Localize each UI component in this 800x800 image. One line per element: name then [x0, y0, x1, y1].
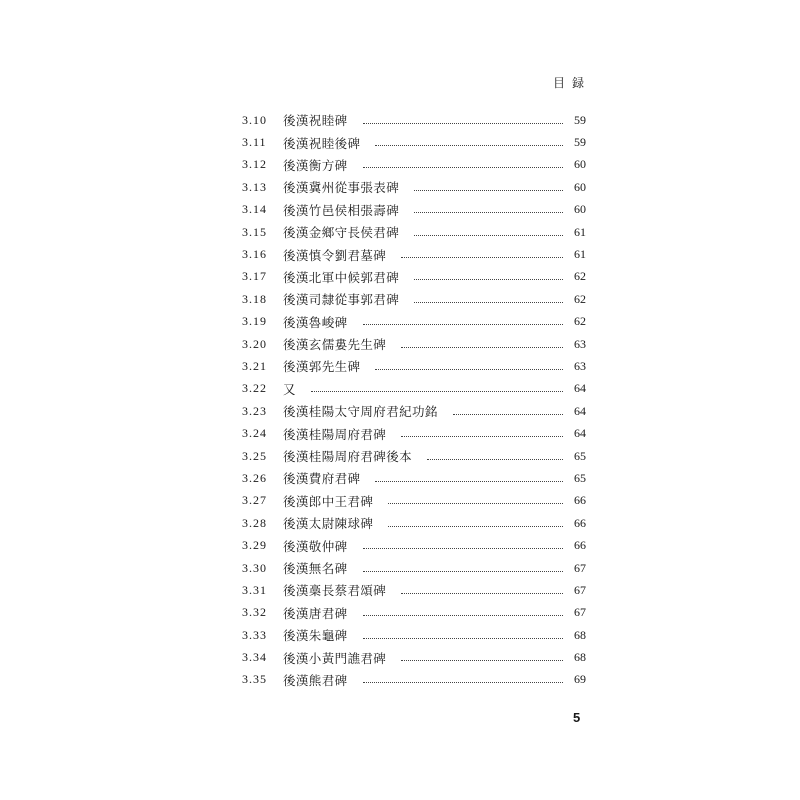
- dot-leader: [388, 526, 563, 527]
- dot-leader: [414, 302, 563, 303]
- toc-entry: [242, 378, 586, 400]
- entry-number: 3.15: [242, 224, 267, 239]
- entry-page: 61: [574, 224, 586, 239]
- entry-number: 3.29: [242, 538, 267, 553]
- entry-number: 3.32: [242, 605, 267, 620]
- dot-leader: [401, 593, 563, 594]
- toc-entry: [242, 579, 586, 601]
- dot-leader: [363, 638, 563, 639]
- entry-page: 67: [574, 560, 586, 575]
- dot-leader: [363, 548, 563, 549]
- dot-leader: [401, 257, 563, 258]
- entry-title: 後漢小黃門譙君碑: [283, 651, 387, 666]
- toc-entry: [242, 154, 586, 176]
- toc-entry: [242, 467, 586, 489]
- dot-leader: [375, 481, 563, 482]
- entry-page: 66: [574, 515, 586, 530]
- entry-number: 3.27: [242, 493, 267, 508]
- entry-title: 後漢郎中王君碑: [283, 494, 374, 509]
- dot-leader: [375, 369, 563, 370]
- entry-number: 3.13: [242, 179, 267, 194]
- toc-entry: [242, 646, 586, 668]
- toc-entry: [242, 243, 586, 265]
- toc-entry: [242, 512, 586, 534]
- toc-entry: [242, 311, 586, 333]
- entry-number: 3.25: [242, 448, 267, 463]
- toc-entry: [242, 131, 586, 153]
- dot-leader: [375, 145, 563, 146]
- toc-entry: [242, 355, 586, 377]
- entry-page: 59: [574, 112, 586, 127]
- entry-page: 64: [574, 403, 586, 418]
- entry-title: 後漢司隸從事郭君碑: [283, 293, 400, 308]
- entry-title: 後漢魯峻碑: [283, 315, 348, 330]
- table-of-contents: [242, 109, 586, 691]
- entry-number: 3.14: [242, 202, 267, 217]
- entry-title: 後漢祝睦後碑: [283, 136, 361, 151]
- entry-number: 3.16: [242, 247, 267, 262]
- dot-leader: [363, 123, 563, 124]
- entry-page: 62: [574, 291, 586, 306]
- entry-page: 59: [574, 135, 586, 150]
- entry-title: 後漢祝睦碑: [283, 114, 348, 129]
- entry-number: 3.28: [242, 515, 267, 530]
- dot-leader: [427, 459, 563, 460]
- entry-number: 3.30: [242, 560, 267, 575]
- entry-number: 3.19: [242, 314, 267, 329]
- entry-page: 62: [574, 269, 586, 284]
- dot-leader: [453, 414, 563, 415]
- entry-page: 65: [574, 448, 586, 463]
- entry-page: 61: [574, 247, 586, 262]
- toc-entry: [242, 176, 586, 198]
- entry-page: 62: [574, 314, 586, 329]
- entry-number: 3.23: [242, 403, 267, 418]
- dot-leader: [363, 167, 563, 168]
- entry-title: 又: [283, 382, 296, 397]
- running-header: 目 録: [553, 76, 587, 90]
- entry-page: 67: [574, 582, 586, 597]
- entry-page: 64: [574, 426, 586, 441]
- entry-number: 3.33: [242, 627, 267, 642]
- toc-entry: [242, 109, 586, 131]
- toc-entry: [242, 221, 586, 243]
- entry-title: 後漢桂陽周府君碑: [283, 427, 387, 442]
- entry-title: 後漢北軍中候郭君碑: [283, 270, 400, 285]
- entry-title: 後漢衡方碑: [283, 158, 348, 173]
- toc-entry: [242, 602, 586, 624]
- dot-leader: [401, 436, 563, 437]
- dot-leader: [414, 235, 563, 236]
- toc-entry: [242, 422, 586, 444]
- entry-page: 67: [574, 605, 586, 620]
- entry-number: 3.17: [242, 269, 267, 284]
- entry-title: 後漢冀州從事張表碑: [283, 181, 400, 196]
- entry-title: 後漢金鄉守長侯君碑: [283, 226, 400, 241]
- page-number: 5: [573, 710, 581, 725]
- dot-leader: [363, 682, 563, 683]
- entry-page: 63: [574, 336, 586, 351]
- entry-title: 後漢敬仲碑: [283, 539, 348, 554]
- entry-number: 3.21: [242, 358, 267, 373]
- entry-number: 3.10: [242, 112, 267, 127]
- entry-number: 3.20: [242, 336, 267, 351]
- entry-page: 66: [574, 493, 586, 508]
- entry-title: 後漢竹邑侯相張壽碑: [283, 203, 400, 218]
- dot-leader: [363, 324, 563, 325]
- toc-entry: [242, 557, 586, 579]
- entry-number: 3.35: [242, 672, 267, 687]
- entry-page: 64: [574, 381, 586, 396]
- entry-page: 65: [574, 470, 586, 485]
- entry-number: 3.12: [242, 157, 267, 172]
- entry-page: 63: [574, 358, 586, 373]
- toc-entry: [242, 490, 586, 512]
- entry-title: 後漢郭先生碑: [283, 360, 361, 375]
- toc-entry: [242, 199, 586, 221]
- entry-page: 66: [574, 538, 586, 553]
- entry-page: 68: [574, 627, 586, 642]
- entry-title: 後漢費府君碑: [283, 472, 361, 487]
- toc-entry: [242, 400, 586, 422]
- entry-title: 後漢朱龜碑: [283, 629, 348, 644]
- entry-title: 後漢桂陽周府君碑後本: [283, 450, 413, 465]
- entry-number: 3.11: [242, 135, 267, 150]
- toc-entry: [242, 534, 586, 556]
- entry-title: 後漢桂陽太守周府君紀功銘: [283, 405, 438, 420]
- dot-leader: [311, 391, 563, 392]
- toc-entry: [242, 445, 586, 467]
- entry-number: 3.22: [242, 381, 267, 396]
- toc-entry: [242, 266, 586, 288]
- entry-title: 後漢唐君碑: [283, 606, 348, 621]
- dot-leader: [401, 347, 563, 348]
- entry-title: 後漢太尉陳球碑: [283, 517, 374, 532]
- toc-entry: [242, 669, 586, 691]
- toc-entry: [242, 288, 586, 310]
- entry-title: 後漢無名碑: [283, 562, 348, 576]
- entry-number: 3.26: [242, 470, 267, 485]
- entry-title: 後漢槀長蔡君頌碑: [283, 584, 387, 599]
- dot-leader: [363, 571, 563, 572]
- entry-page: 60: [574, 179, 586, 194]
- entry-number: 3.24: [242, 426, 267, 441]
- entry-number: 3.18: [242, 291, 267, 306]
- entry-title: 後漢熊君碑: [283, 673, 348, 688]
- dot-leader: [414, 279, 563, 280]
- toc-entry: [242, 333, 586, 355]
- toc-entry: [242, 624, 586, 646]
- dot-leader: [414, 212, 563, 213]
- entry-title: 後漢慎令劉君墓碑: [283, 248, 387, 263]
- dot-leader: [363, 615, 563, 616]
- entry-page: 60: [574, 202, 586, 217]
- dot-leader: [388, 503, 563, 504]
- entry-page: 69: [574, 672, 586, 687]
- dot-leader: [414, 190, 563, 191]
- entry-number: 3.31: [242, 582, 267, 597]
- entry-page: 60: [574, 157, 586, 172]
- entry-page: 68: [574, 650, 586, 665]
- entry-number: 3.34: [242, 650, 267, 665]
- entry-title: 後漢玄儒婁先生碑: [283, 338, 387, 353]
- dot-leader: [401, 660, 563, 661]
